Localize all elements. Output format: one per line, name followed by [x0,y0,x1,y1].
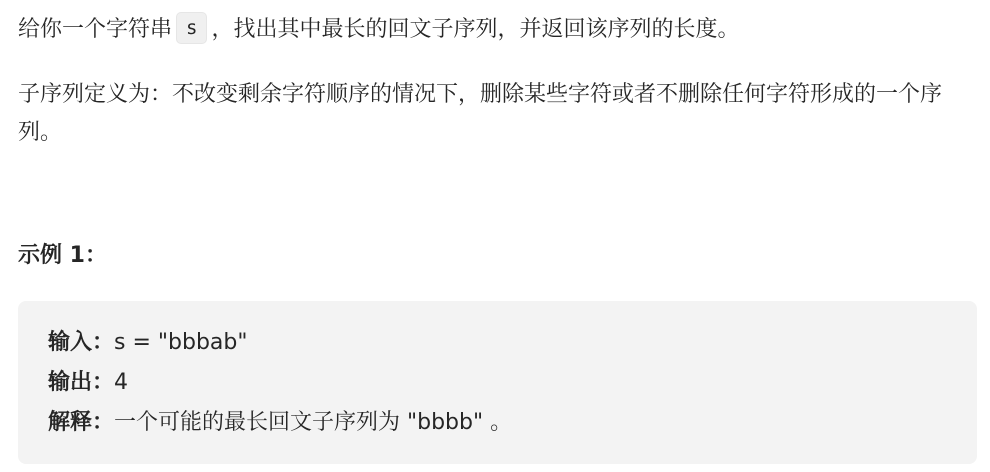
input-value: s = "bbbab" [114,330,248,355]
example-input-line [48,323,977,363]
subsequence-definition: 子序列定义为：不改变剩余字符顺序的情况下，删除某些字符或者不删除任何字符形成的一个序列。 [18,82,943,145]
example-output-line [48,363,977,403]
input-label: 输入： [48,330,115,355]
problem-description [18,11,978,49]
example-heading: 示例 1： [18,243,107,268]
example-code-block [18,301,977,464]
description-text-after: ，找出其中最长的回文子序列，并返回该序列的长度。 [211,17,740,42]
example-explanation-line [48,403,977,443]
output-label: 输出： [48,370,115,395]
inline-code-s: s [176,12,207,44]
explanation-value: 一个可能的最长回文子序列为 "bbbb" 。 [114,410,513,435]
description-text-before: 给你一个字符串 [18,17,173,42]
output-value: 4 [114,370,129,395]
explanation-label: 解释： [48,410,115,435]
